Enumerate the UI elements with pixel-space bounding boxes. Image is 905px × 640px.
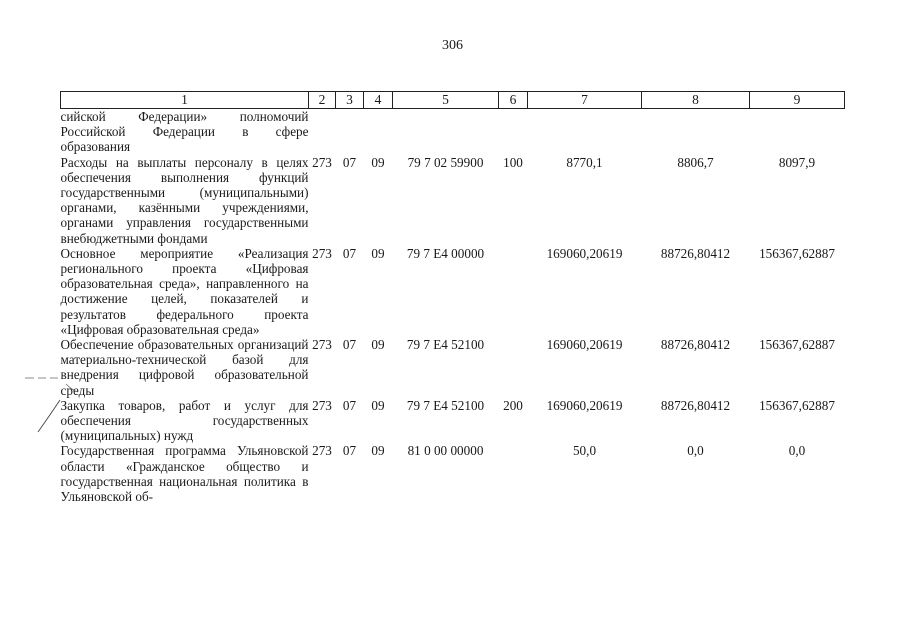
row-cell-col5: 79 7 E4 52100 bbox=[406, 337, 485, 353]
row-cell-col3 bbox=[336, 109, 364, 155]
table-row bbox=[61, 443, 845, 504]
row-cell-col8: 88726,80412 bbox=[660, 337, 731, 353]
table-row bbox=[61, 246, 845, 337]
row-cell-col4 bbox=[364, 109, 393, 155]
row-cell-col5: 81 0 00 00000 bbox=[407, 443, 484, 459]
row-cell-col4: 09 bbox=[371, 443, 385, 459]
header-cell: 3 bbox=[336, 92, 364, 109]
row-description: Государственная программа Ульяновской области «Гражданское общество и государственная национальная политика в Ульяновской об- bbox=[60, 443, 309, 505]
table-row bbox=[61, 155, 845, 246]
row-cell-col6 bbox=[499, 246, 528, 337]
row-cell-col2: 273 bbox=[312, 337, 332, 353]
table-header-row bbox=[61, 92, 845, 109]
row-cell-col3: 07 bbox=[342, 154, 357, 170]
row-cell-col6 bbox=[499, 337, 528, 398]
row-cell-col5: 79 7 E4 52100 bbox=[406, 397, 485, 413]
row-cell-col3: 07 bbox=[342, 443, 357, 459]
row-cell-col9: 156367,62887 bbox=[759, 397, 835, 413]
row-cell-col5: 79 7 E4 00000 bbox=[406, 245, 485, 261]
scan-mark bbox=[20, 370, 80, 440]
row-cell-col8: 88726,80412 bbox=[660, 397, 731, 413]
header-cell: 7 bbox=[528, 92, 642, 109]
row-cell-col4: 09 bbox=[371, 397, 385, 413]
table-row bbox=[61, 398, 845, 444]
row-cell-col5: 79 7 02 59900 bbox=[407, 154, 484, 170]
header-cell: 5 bbox=[393, 92, 499, 109]
header-cell: 8 bbox=[642, 92, 750, 109]
row-description: Обеспечение образовательных организаций материально-технической базой для внедрения цифровой образовательной среды bbox=[60, 337, 309, 398]
row-cell-col7: 169060,20619 bbox=[546, 337, 623, 353]
row-cell-col8: 88726,80412 bbox=[660, 245, 731, 261]
row-cell-col7: 8770,1 bbox=[566, 154, 603, 170]
row-cell-col2: 273 bbox=[312, 245, 332, 261]
row-cell-col9: 156367,62887 bbox=[759, 245, 835, 261]
row-cell-col8: 8806,7 bbox=[677, 154, 714, 170]
row-cell-col9: 156367,62887 bbox=[759, 337, 835, 353]
row-cell-col4: 09 bbox=[371, 245, 385, 261]
table-row bbox=[61, 337, 845, 398]
row-cell-col6 bbox=[499, 109, 528, 155]
row-cell-col9: 8097,9 bbox=[778, 154, 816, 170]
header-cell: 1 bbox=[61, 92, 309, 109]
budget-table bbox=[60, 91, 845, 504]
row-description: Расходы на выплаты персоналу в целях обеспечения выполнения функций государственными (муниципальными) органами, казёнными учреждениями, органами управления государственными внебюджетными фондами bbox=[60, 154, 309, 246]
row-cell-col8 bbox=[642, 109, 750, 155]
row-cell-col6 bbox=[499, 443, 528, 504]
row-cell-col4: 09 bbox=[371, 154, 385, 170]
page-number: 306 bbox=[442, 38, 463, 53]
header-cell: 4 bbox=[364, 92, 393, 109]
row-cell-col2 bbox=[309, 109, 336, 155]
row-cell-col9 bbox=[750, 109, 845, 155]
row-cell-col7 bbox=[528, 109, 642, 155]
table-row bbox=[61, 109, 845, 155]
row-cell-col7: 169060,20619 bbox=[546, 397, 623, 413]
row-cell-col7: 50,0 bbox=[572, 443, 597, 459]
row-cell-col2: 273 bbox=[312, 397, 332, 413]
row-cell-col6: 100 bbox=[503, 154, 523, 170]
row-cell-col2: 273 bbox=[312, 443, 332, 459]
row-cell-col2: 273 bbox=[312, 154, 332, 170]
header-cell: 6 bbox=[499, 92, 528, 109]
row-cell-col8: 0,0 bbox=[687, 443, 704, 459]
row-description: Закупка товаров, работ и услуг для обеспечения государственных (муниципальных) нужд bbox=[60, 397, 309, 444]
row-cell-col6: 200 bbox=[503, 397, 523, 413]
row-cell-col4: 09 bbox=[371, 337, 385, 353]
row-description: сийской Федерации» полномочий Российской Федерации в сфере образования bbox=[60, 109, 309, 155]
row-cell-col5 bbox=[393, 109, 499, 155]
row-cell-col3: 07 bbox=[342, 245, 357, 261]
row-cell-col3: 07 bbox=[342, 337, 357, 353]
row-description: Основное мероприятие «Реализация регионального проекта «Цифровая образовательная среда», направленного на достижение целей, показателей и результатов федерального проекта «Цифровая образовательная среда» bbox=[60, 245, 309, 337]
header-cell: 9 bbox=[750, 92, 845, 109]
row-cell-col3: 07 bbox=[342, 397, 357, 413]
header-cell: 2 bbox=[309, 92, 336, 109]
row-cell-col7: 169060,20619 bbox=[546, 245, 623, 261]
row-cell-col9: 0,0 bbox=[788, 443, 806, 459]
